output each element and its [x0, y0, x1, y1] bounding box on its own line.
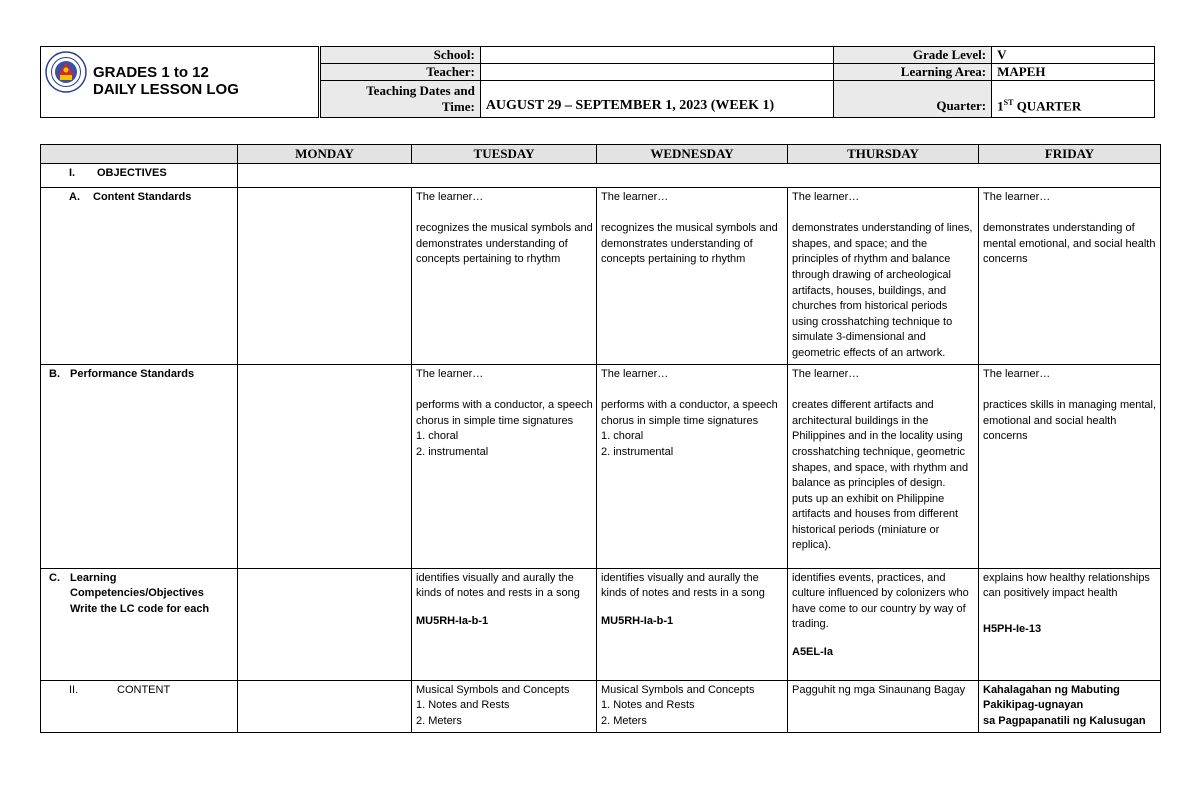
learning-area-value: MAPEH — [992, 64, 1155, 81]
objectives-num: I. — [69, 166, 76, 179]
quarter-value — [992, 81, 1155, 118]
content-standards-tuesday — [412, 187, 597, 364]
ps-wednesday-intro: The learner… — [601, 367, 669, 380]
school-value — [480, 47, 834, 64]
lc-wednesday-code: MU5RH-Ia-b-1 — [601, 614, 674, 627]
ps-thursday-body: creates different artifacts and architectural buildings in the Philippines and in the locality using crosshatching technique, geometric shapes, and space, with rhythm and balance as principles of design. — [792, 399, 969, 490]
grade-level-label: Grade Level: — [834, 47, 992, 64]
cs-wednesday-intro: The learner… — [601, 190, 669, 203]
content-standards-thursday — [788, 187, 979, 364]
content-wednesday-line1: Musical Symbols and Concepts — [601, 683, 755, 696]
header-title — [93, 64, 239, 98]
ps-wednesday-item2: 2. instrumental — [601, 445, 674, 458]
performance-standards-label: Performance Standards — [70, 367, 195, 380]
day-header-blank — [41, 145, 238, 164]
teacher-value — [480, 64, 834, 81]
performance-standards-heading — [41, 364, 238, 568]
ps-tuesday-body: performs with a conductor, a speech chorus in simple time signatures — [416, 399, 593, 427]
learning-competencies-row — [41, 568, 1161, 680]
learning-competencies-num: C. — [49, 571, 60, 584]
title-line-1: GRADES 1 to 12 — [93, 64, 209, 81]
day-header-row — [41, 145, 1161, 164]
lc-tuesday-code: MU5RH-Ia-b-1 — [416, 614, 489, 627]
content-friday — [979, 680, 1161, 732]
performance-standards-row — [41, 364, 1161, 568]
teaching-dates-value: AUGUST 29 – SEPTEMBER 1, 2023 (WEEK 1) — [480, 81, 834, 118]
teaching-dates-label-line1: Teaching Dates and — [366, 83, 475, 98]
performance-standards-wednesday — [597, 364, 788, 568]
teacher-label: Teacher: — [321, 64, 481, 81]
ps-tuesday-item2: 2. instrumental — [416, 445, 489, 458]
content-wednesday-line3: 2. Meters — [601, 714, 647, 727]
lc-thursday-body: identifies events, practices, and culture influenced by colonizers who have come to our country by way of trading. — [792, 571, 969, 631]
content-monday — [238, 680, 412, 732]
teaching-dates-label-line2: Time: — [441, 99, 475, 114]
performance-standards-tuesday — [412, 364, 597, 568]
performance-standards-num: B. — [49, 367, 60, 380]
content-friday-line1: Kahalagahan ng Mabuting — [983, 683, 1120, 696]
ps-tuesday-item1: 1. choral — [416, 430, 459, 443]
content-standards-num: A. — [69, 190, 80, 203]
cs-thursday-body: demonstrates understanding of lines, shapes, and space; and the principles of rhythm and balance through drawing of archeological artifacts, houses, buildings, and churches from historical periods using crosshatching technique to simulate 3-dimensional and geometric effects of an artwork. — [792, 222, 973, 359]
day-header-wednesday: WEDNESDAY — [597, 145, 788, 164]
learning-competencies-wednesday — [597, 568, 788, 680]
content-tuesday-line3: 2. Meters — [416, 714, 462, 727]
quarter-rest: QUARTER — [1013, 98, 1082, 113]
grade-level-value: V — [992, 47, 1155, 64]
content-standards-label: Content Standards — [93, 190, 192, 203]
header-info-table — [320, 46, 1155, 118]
content-friday-line3: sa Pagpapanatili ng Kalusugan — [983, 714, 1146, 727]
quarter-label: Quarter: — [834, 81, 992, 118]
content-standards-row — [41, 187, 1161, 364]
day-header-friday: FRIDAY — [979, 145, 1161, 164]
content-standards-friday — [979, 187, 1161, 364]
content-tuesday — [412, 680, 597, 732]
lc-friday-code: H5PH-Ie-13 — [983, 622, 1042, 635]
content-tuesday-line1: Musical Symbols and Concepts — [416, 683, 570, 696]
quarter-sup: ST — [1003, 97, 1014, 107]
objectives-label: OBJECTIVES — [97, 166, 167, 179]
cs-tuesday-intro: The learner… — [416, 190, 484, 203]
ps-thursday-body2: puts up an exhibit on Philippine artifacts and houses from different historical periods (miniature or replica). — [792, 492, 959, 552]
content-num: II. — [69, 683, 79, 696]
objectives-blank — [238, 163, 1161, 187]
lc-friday-body: explains how healthy relationships can positively impact health — [983, 571, 1150, 600]
content-heading — [41, 680, 238, 732]
quarter-num: 1 — [997, 98, 1004, 113]
cs-thursday-intro: The learner… — [792, 190, 860, 203]
learning-competencies-heading — [41, 568, 238, 680]
lc-wednesday-body: identifies visually and aurally the kinds of notes and rests in a song — [601, 571, 765, 600]
learning-area-label: Learning Area: — [834, 64, 992, 81]
ps-tuesday-intro: The learner… — [416, 367, 484, 380]
lc-tuesday-body: identifies visually and aurally the kinds of notes and rests in a song — [416, 571, 580, 600]
day-header-tuesday: TUESDAY — [412, 145, 597, 164]
content-wednesday-line2: 1. Notes and Rests — [601, 699, 695, 712]
content-standards-wednesday — [597, 187, 788, 364]
lc-label-line3: Write the LC code for each — [70, 602, 210, 615]
objectives-heading — [41, 163, 238, 187]
content-label: CONTENT — [117, 683, 171, 696]
ps-wednesday-body: performs with a conductor, a speech chorus in simple time signatures — [601, 399, 778, 427]
ps-friday-body: practices skills in managing mental, emotional and social health concerns — [983, 399, 1157, 443]
title-line-2: DAILY LESSON LOG — [93, 81, 239, 98]
cs-friday-body: demonstrates understanding of mental emotional, and social health concerns — [983, 222, 1156, 266]
teaching-dates-label — [321, 81, 481, 118]
ps-thursday-intro: The learner… — [792, 367, 860, 380]
performance-standards-thursday — [788, 364, 979, 568]
cs-friday-intro: The learner… — [983, 190, 1051, 203]
learning-competencies-monday — [238, 568, 412, 680]
objectives-row — [41, 163, 1161, 187]
school-label: School: — [321, 47, 481, 64]
day-header-thursday: THURSDAY — [788, 145, 979, 164]
lesson-log-table — [40, 144, 1161, 733]
lc-thursday-code: A5EL-Ia — [792, 645, 833, 658]
learning-competencies-tuesday — [412, 568, 597, 680]
ps-friday-intro: The learner… — [983, 367, 1051, 380]
content-standards-monday — [238, 187, 412, 364]
learning-competencies-friday — [979, 568, 1161, 680]
lc-label-line2: Competencies/Objectives — [70, 587, 204, 600]
content-row — [41, 680, 1161, 732]
cs-tuesday-body: recognizes the musical symbols and demonstrates understanding of concepts pertaining to rhythm — [416, 222, 593, 266]
cs-wednesday-body: recognizes the musical symbols and demonstrates understanding of concepts pertaining to rhythm — [601, 222, 778, 266]
content-wednesday — [597, 680, 788, 732]
content-thursday — [788, 680, 979, 732]
lc-label-line1: Learning — [70, 571, 117, 584]
performance-standards-monday — [238, 364, 412, 568]
ps-wednesday-item1: 1. choral — [601, 430, 644, 443]
content-tuesday-line2: 1. Notes and Rests — [416, 699, 510, 712]
content-friday-line2: Pakikipag-ugnayan — [983, 699, 1084, 712]
performance-standards-friday — [979, 364, 1161, 568]
content-standards-heading — [41, 187, 238, 364]
content-thursday-line1: Pagguhit ng mga Sinaunang Bagay — [792, 683, 966, 696]
day-header-monday: MONDAY — [238, 145, 412, 164]
learning-competencies-thursday — [788, 568, 979, 680]
deped-seal-icon — [45, 51, 87, 93]
